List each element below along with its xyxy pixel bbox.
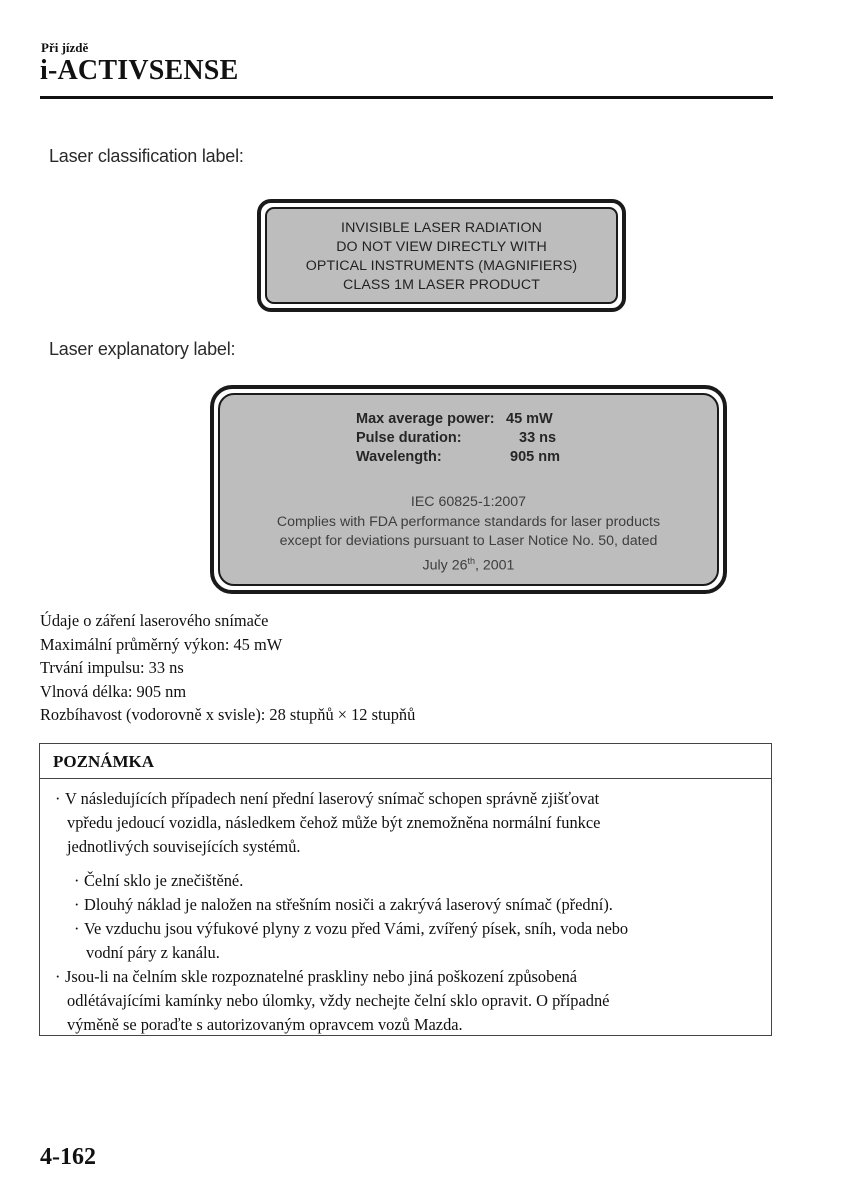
data-list-item: Údaje o záření laserového snímače	[40, 611, 269, 630]
classification-label-heading: Laser classification label:	[49, 146, 244, 166]
note-line: Ve vzduchu jsou výfukové plyny z vozu před Vámi, zvířený písek, sníh, voda nebo	[84, 919, 629, 938]
warning-line: OPTICAL INSTRUMENTS (MAGNIFIERS)	[305, 257, 578, 274]
data-list-item: Rozbíhavost (vodorovně x svisle): 28 stupňů × 12 stupňů	[40, 705, 416, 724]
spec-value: 905 nm	[510, 449, 560, 465]
laser-data-list	[40, 609, 415, 727]
note-line: Jsou-li na čelním skle rozpoznatelné praskliny nebo jiná poškození způsobená	[65, 967, 578, 986]
note-line: V následujících případech není přední laserový snímač schopen správně zjišťovat	[65, 789, 600, 808]
explanatory-label-panel	[218, 393, 719, 586]
warning-line: DO NOT VIEW DIRECTLY WITH	[336, 238, 547, 255]
note-bullet	[55, 965, 578, 989]
spec-value: 45 mW	[506, 411, 553, 427]
classification-label-panel	[265, 207, 618, 304]
note-line: odlétávajícími kamínky nebo úlomky, vždy nechejte čelní sklo opravit. O případné	[67, 991, 610, 1010]
laser-explanatory-label	[210, 385, 727, 594]
date-superscript: th	[467, 555, 475, 566]
note-sub-bullet	[74, 917, 629, 941]
note-line: vodní páry z kanálu.	[86, 943, 220, 962]
spec-label: Max average power:	[356, 411, 495, 427]
compliance-line: except for deviations pursuant to Laser Notice No. 50, dated	[279, 533, 658, 549]
bullet-dot: ·	[55, 967, 61, 986]
title-divider	[40, 96, 773, 99]
note-line: Dlouhý náklad je naložen na střešním nosiči a zakrývá laserový snímač (přední).	[84, 895, 613, 914]
bullet-dot: ·	[74, 895, 80, 914]
data-list-item: Maximální průměrný výkon: 45 mW	[40, 634, 283, 654]
note-line: jednotlivých souvisejících systémů.	[67, 837, 301, 856]
note-bullet	[55, 787, 600, 811]
compliance-date	[220, 552, 717, 576]
compliance-line: IEC 60825-1:2007	[410, 494, 527, 510]
date-suffix: , 2001	[475, 557, 515, 574]
spec-label: Pulse duration:	[356, 430, 462, 446]
warning-line: INVISIBLE LASER RADIATION	[341, 219, 542, 236]
explanatory-label-heading: Laser explanatory label:	[49, 339, 236, 359]
spec-label: Wavelength:	[356, 449, 442, 465]
compliance-text	[220, 493, 717, 576]
bullet-dot: ·	[74, 919, 80, 938]
date-prefix: July 26	[422, 557, 468, 574]
spec-value: 33 ns	[519, 430, 557, 446]
data-list-item: Trvání impulsu: 33 ns	[40, 658, 184, 677]
note-sub-bullet	[74, 893, 613, 917]
note-line: vpředu jedoucí vozidla, následkem čehož může být znemožněna normální funkce	[67, 813, 601, 832]
page-title: i-ACTIVSENSE	[40, 55, 239, 86]
note-title: POZNÁMKA	[40, 744, 771, 779]
bullet-dot: ·	[74, 871, 80, 890]
page-number: 4-162	[40, 1144, 96, 1170]
note-line: výměně se poraďte s autorizovaným opravcem vozů Mazda.	[67, 1015, 463, 1034]
note-sub-bullet	[74, 869, 244, 893]
data-list-item: Vlnová délka: 905 nm	[40, 681, 187, 701]
bullet-dot: ·	[55, 789, 61, 808]
compliance-line: Complies with FDA performance standards for laser products	[276, 513, 661, 530]
laser-classification-label	[257, 199, 626, 312]
warning-line: CLASS 1M LASER PRODUCT	[343, 276, 540, 293]
breadcrumb: Při jízdě	[41, 40, 89, 55]
note-box	[39, 743, 772, 1036]
note-line: Čelní sklo je znečištěné.	[84, 871, 244, 890]
